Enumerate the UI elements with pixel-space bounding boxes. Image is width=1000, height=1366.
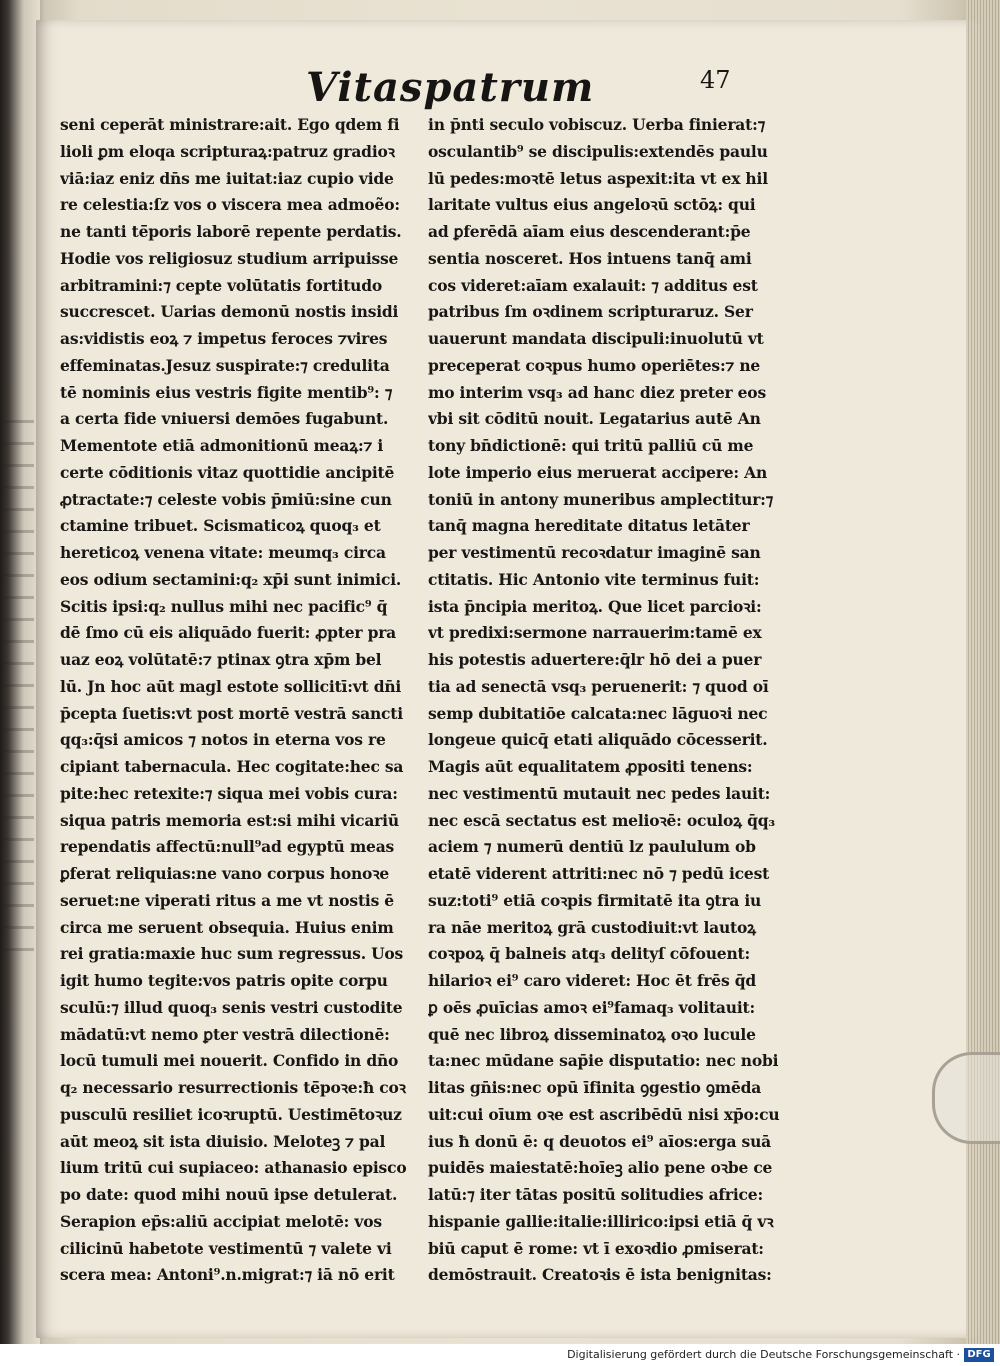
text-line: uit:cui oīum oꝛe est ascribēdū nisi xp̄o:cu: [428, 1104, 780, 1124]
text-line: patribus ſm oꝛdinem scripturaruz. Ser: [428, 302, 753, 322]
text-line: Serapion ep̄s:aliū accipiat melotē: vos: [60, 1211, 382, 1231]
text-line: aciem ⁊ numerū dentiū lz paululum ob: [428, 837, 756, 857]
text-line: ꝑ oēs ꝓuīcias amoꝛ ei⁹famaq₃ volitauit:: [428, 997, 756, 1017]
text-line: vbi sit cōditū nouit. Legatarius autē An: [428, 409, 761, 429]
text-line: pusculū resiliet icoꝛruptū. Uestimētoꝛuz: [60, 1104, 402, 1124]
text-line: lioli ꝑm eloqa scripturaꝝ:patruz gradioꝛ: [60, 141, 395, 161]
text-line: tē nominis eius vestris figite mentib⁹: ⁊: [60, 382, 393, 402]
text-column-right: [428, 112, 803, 1289]
dfg-logo: DFG: [964, 1348, 994, 1362]
text-line: laritate vultus eius angeloꝛū sctōꝝ: qui: [428, 195, 756, 215]
text-line: hilarioꝛ ei⁹ caro videret: Hoc ēt frēs q̄d: [428, 971, 756, 990]
text-line: arbitramini:⁊ cepte volūtatis fortitudo: [60, 275, 383, 295]
text-line: tanq̄ magna hereditate ditatus letāter: [428, 516, 750, 536]
text-line: nec vestimentū mutauit nec pedes lauit:: [428, 783, 771, 803]
text-line: eos odium sectamini:q₂ xp̄i sunt inimici.: [60, 569, 402, 589]
text-line: siqua patris memoria est:si mihi vicariū: [60, 810, 399, 830]
text-line: hispanie gallie:italie:illirico:ipsi etiā q̄ vꝛ: [428, 1211, 774, 1231]
text-line: lium tritū cui supiaceo: athanasio episco: [60, 1158, 407, 1178]
text-line: mādatū:vt nemo ꝑter vestrā dilectionē:: [60, 1024, 390, 1044]
text-line: ra nāe meritoꝝ grā custodiuit:vt lautoꝝ: [428, 917, 756, 937]
running-header-title: Vitaspatrum: [306, 64, 595, 111]
text-line: per vestimentū recoꝛdatur imaginē san: [428, 543, 761, 562]
text-line: cos videret:aīam exalauit: ⁊ additus est: [428, 275, 758, 295]
text-line: sculū:⁊ illud quoq₃ senis vestri custodite: [60, 997, 403, 1017]
footer-credit: Digitalisierung gefördert durch die Deutsche Forschungsgemeinschaft ·: [567, 1348, 960, 1361]
text-line: re celestia:ſz vos o viscera mea admoẽo:: [60, 195, 400, 215]
text-line: uauerunt mandata discipuli:inuolutū vt: [428, 329, 764, 348]
text-line: rependatis affectū:null⁹ad egyptū meas: [60, 837, 395, 857]
text-line: suz:toti⁹ etiā coꝛpis firmitatē ita ꝯtra iu: [428, 890, 762, 910]
text-line: longeue quicq̄ etati aliquādo cōcesserit.: [428, 730, 768, 750]
page-clip-icon: [932, 1052, 1000, 1144]
text-line: Hodie vos religiosuz studium arripuisse: [60, 248, 399, 268]
text-line: igit humo tegite:vos patris opite corpu: [60, 971, 388, 990]
text-line: ctitatis. Hic Antonio vite terminus fuit:: [428, 569, 760, 589]
text-line: quē nec libroꝝ disseminatoꝝ oꝛo lucule: [428, 1024, 756, 1044]
text-line: toniū in antony muneribus amplectitur:⁊: [428, 489, 774, 509]
text-line: qq₃:q̄si amicos ⁊ notos in eterna vos re: [60, 730, 386, 750]
text-line: puidēs maiestatē:hoīeꝫ alio pene oꝛbe ce: [428, 1158, 773, 1178]
text-line: rei gratia:maxie huc sum regressus. Uos: [60, 944, 404, 964]
text-line: certe cōditionis vitaz quottidie ancipitē: [60, 462, 395, 482]
text-line: q₂ necessario resurrectionis tē̄poꝛe:ħ coꝛ: [60, 1078, 406, 1097]
text-line: effeminatas.Jesuz suspirate:⁊ credulita: [60, 355, 390, 375]
text-line: ad ꝑferēdā aīam eius descenderant:p̄e: [428, 222, 751, 241]
text-line: latū:⁊ iter tātas positū solitudies africe:: [428, 1185, 763, 1204]
text-line: tia ad senectā vsq₃ peruenerit: ⁊ quod oī: [428, 676, 769, 696]
text-line: lū. Jn hoc aūt magl estote sollicitī:vt dn̄i: [60, 676, 402, 696]
text-line: vt predixi:sermone narrauerim:tamē ex: [428, 623, 762, 643]
text-line: ista p̄ncipia meritoꝝ. Que licet parcioꝛi:: [428, 596, 762, 616]
text-line: Magis aūt equalitatem ꝓpositi tenens:: [428, 757, 753, 776]
text-line: seruet:ne viperati ritus a me vt nostis ē: [60, 890, 394, 910]
text-line: ꝑferat reliquias:ne vano corpus honoꝛe: [60, 864, 390, 883]
text-line: a certa fide vniuersi demōes fugabunt.: [60, 409, 389, 429]
text-line: p̄cepta ſuetis:vt post mortē vestrā sancti: [60, 703, 403, 723]
text-line: mo interim vsq₃ ad hanc diez preter eos: [428, 382, 766, 402]
text-line: nec escā sectatus est melioꝛē: oculoꝝ q̄q₃: [428, 810, 775, 830]
facing-page-text-bleed: [4, 420, 34, 960]
text-line: sentia nosceret. Hos intuens tanq̄ ami: [428, 248, 752, 268]
text-line: viā:iaz eniz dn̄s me iuitat:iaz cupio vide: [60, 168, 394, 188]
text-line: uaz eoꝝ volūtatē:⁊ ptinax ꝯtra xp̄m bel: [60, 650, 382, 669]
text-line: demōstrauit. Creatoꝛis ē ista benignitas:: [428, 1265, 772, 1285]
text-line: biū caput ē rome: vt ī exoꝛdio ꝓmiserat:: [428, 1238, 764, 1258]
text-line: Scitis ipsi:q₂ nullus mihi nec pacific⁹ q̄: [60, 596, 388, 616]
text-line: po date: quod mihi nouū ipse detulerat.: [60, 1185, 398, 1204]
text-line: preceperat coꝛpus humo operiētes:⁊ ne: [428, 355, 761, 375]
text-line: litas gn̄is:nec opū īfinita ꝯgestio ꝯmēda: [428, 1078, 762, 1097]
page-number: 47: [700, 66, 731, 94]
text-line: succrescet. Uarias demonū nostis insidi: [60, 302, 399, 322]
text-line: semp dubitatiōe calcata:nec lāguoꝛi nec: [428, 703, 768, 723]
text-line: cilicinū habetote vestimentū ⁊ valete vi: [60, 1238, 392, 1258]
text-line: as:vidistis eoꝝ ⁊ impetus feroces ⁊vires: [60, 329, 388, 348]
text-line: his potestis aduertere:q̄lr hō dei a puer: [428, 650, 762, 669]
text-line: osculantib⁹ se discipulis:extendēs paulu: [428, 141, 768, 161]
text-line: Mementote etiā admonitionū meaꝝ:⁊ i: [60, 436, 384, 455]
text-line: coꝛpoꝝ q̄ balneis atq₃ delityſ cōfouent:: [428, 944, 750, 964]
text-line: ctamine tribuet. Scismaticoꝝ quoq₃ et: [60, 516, 381, 536]
text-line: seni ceperāt ministrare:ait. Ego qdem fi: [60, 115, 400, 134]
footer-bar: [0, 1344, 1000, 1366]
text-line: locū tumuli mei nouerit. Confido in dn̄o: [60, 1051, 399, 1071]
text-column-left: [60, 112, 435, 1289]
text-line: lū pedes:moꝛtē letus aspexit:ita vt ex hil: [428, 168, 768, 188]
text-line: etatē viderent attriti:nec nō ⁊ pedū icest: [428, 864, 770, 883]
text-line: in p̄nti seculo vobiscuz. Uerba finierat:⁊: [428, 115, 766, 134]
text-line: ꝓtractate:⁊ celeste vobis p̄miū:sine cun: [60, 489, 392, 509]
text-line: cipiant tabernacula. Hec cogitate:hec sa: [60, 757, 404, 776]
text-line: ne tanti tē̄poris laborē repente perdatis.: [60, 222, 402, 241]
text-line: ta:nec mūdane sap̄ie disputatio: nec nobi: [428, 1051, 779, 1071]
text-line: aūt meoꝝ sit ista diuisio. Meloteꝫ ⁊ pal: [60, 1131, 386, 1151]
text-line: lote imperio eius meruerat accipere: An: [428, 462, 768, 482]
text-line: scera mea: Antoni⁹.n.migrat:⁊ iā nō erit: [60, 1265, 395, 1285]
text-line: hereticoꝝ venena vitate: meumq₃ circa: [60, 543, 386, 562]
text-line: tony bn̄dictionē: qui tritū palliū cū me: [428, 436, 754, 455]
text-line: ius ħ donū ē: q deuotos ei⁹ aīos:erga suā: [428, 1131, 771, 1151]
text-line: circa me seruent obsequia. Huius enim: [60, 917, 394, 937]
text-line: dē ſmo cū eis aliquādo fuerit: ꝓpter pra: [60, 623, 397, 643]
text-line: pite:hec retexite:⁊ siqua mei vobis cura:: [60, 783, 398, 803]
